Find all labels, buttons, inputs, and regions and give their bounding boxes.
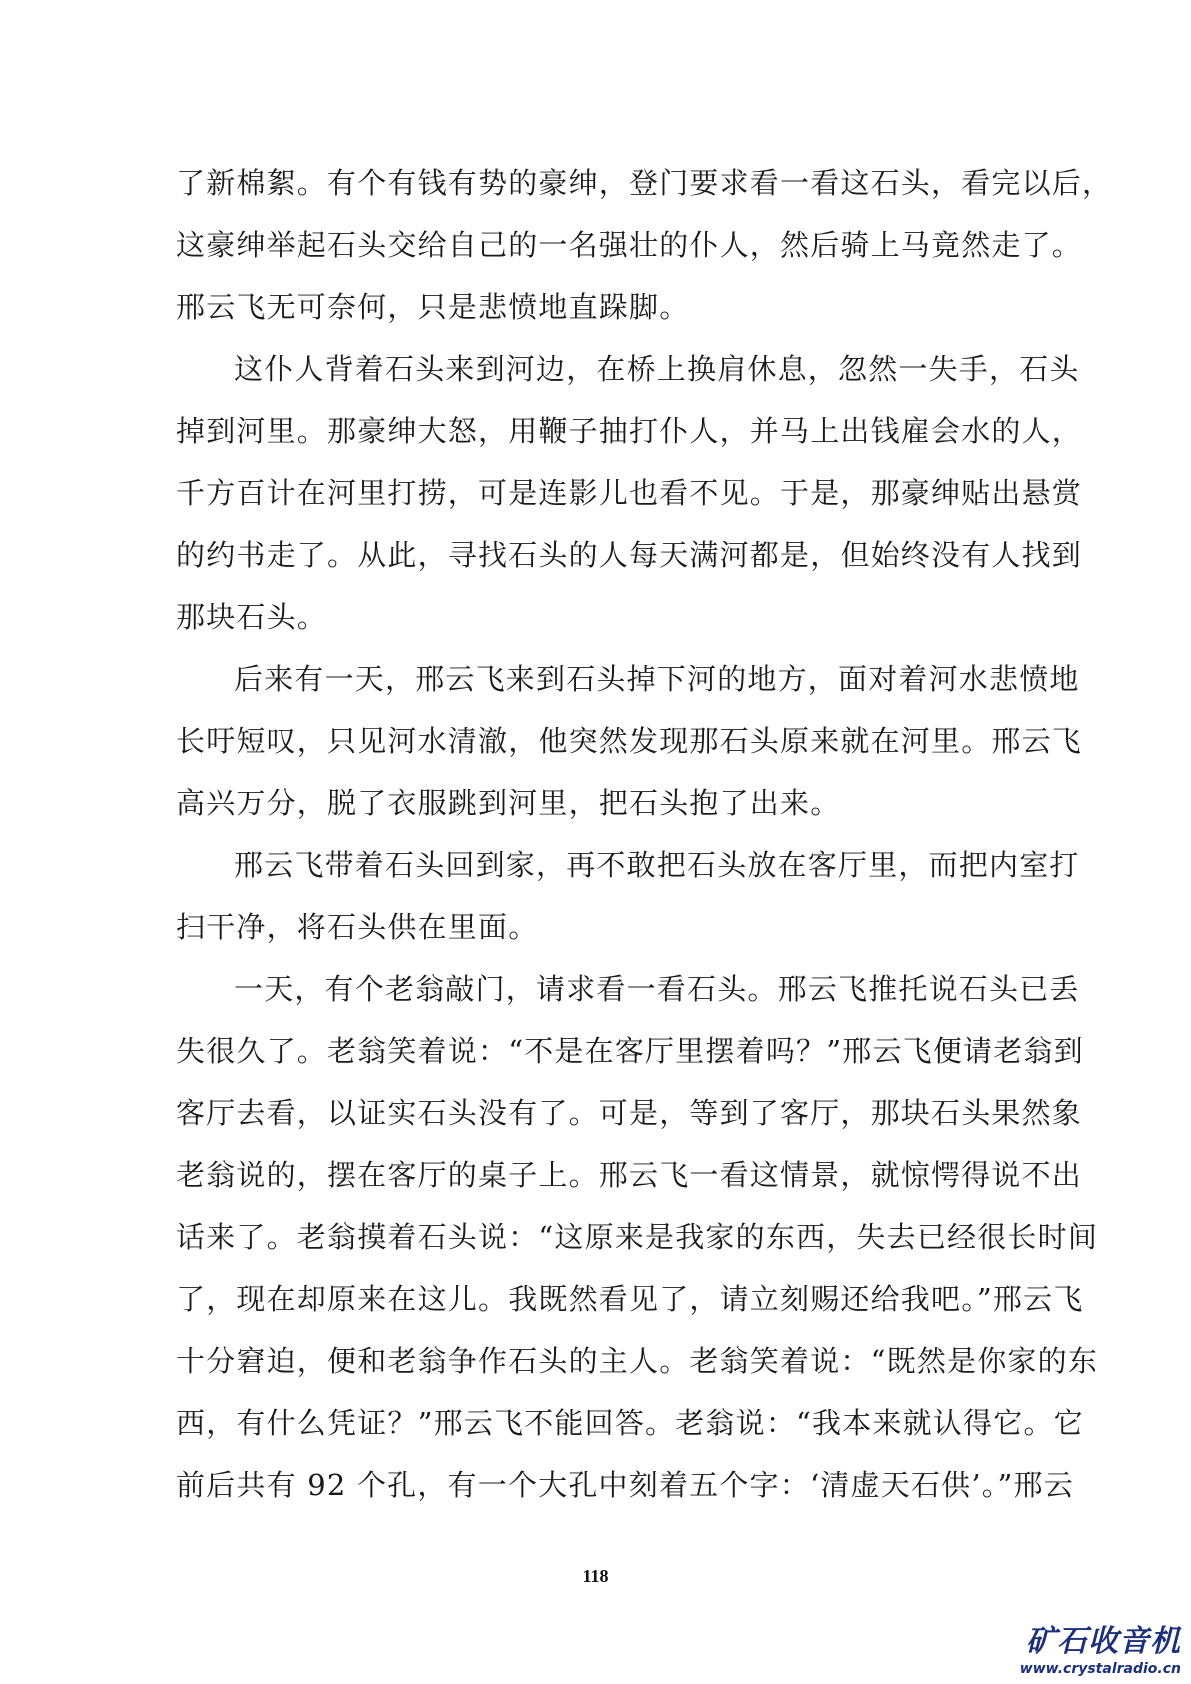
text-line: 客厅去看，以证实石头没有了。可是，等到了客厅，那块石头果然象 [176, 1096, 1083, 1130]
body-text [176, 152, 1113, 1516]
text-line: 那块石头。 [176, 600, 328, 634]
text-line: 前后共有 92 个孔，有一个大孔中刻着五个字：‘清虚天石供’。”邢云 [176, 1468, 1074, 1502]
text-line: 掉到河里。那豪绅大怒，用鞭子抽打仆人，并马上出钱雇会水的人， [176, 414, 1083, 448]
text-line: 十分窘迫，便和老翁争作石头的主人。老翁笑着说：“既然是你家的东 [176, 1344, 1099, 1378]
text-line: 失很久了。老翁笑着说：“不是在客厅里摆着吗？”邢云飞便请老翁到 [176, 1034, 1084, 1068]
text-line: 一天，有个老翁敲门，请求看一看石头。邢云飞推托说石头已丢 [234, 972, 1080, 1006]
text-line: 这仆人背着石头来到河边，在桥上换肩休息，忽然一失手，石头 [234, 352, 1080, 386]
watermark-logo [981, 1624, 1181, 1678]
text-line: 了新棉絮。有个有钱有势的豪绅，登门要求看一看这石头，看完以后， [176, 166, 1113, 200]
text-line: 话来了。老翁摸着石头说：“这原来是我家的东西，失去已经很长时间 [176, 1220, 1099, 1254]
text-line: 千方百计在河里打捞，可是连影儿也看不见。于是，那豪绅贴出悬赏 [176, 476, 1083, 510]
text-line: 了，现在却原来在这儿。我既然看见了，请立刻赐还给我吧。”邢云飞 [176, 1282, 1084, 1316]
text-line: 高兴万分，脱了衣服跳到河里，把石头抱了出来。 [176, 786, 841, 820]
text-line: 这豪绅举起石头交给自己的一名强壮的仆人，然后骑上马竟然走了。 [176, 228, 1083, 262]
watermark-title: 矿石收音机 [1026, 1624, 1181, 1659]
text-line: 长吁短叹，只见河水清澈，他突然发现那石头原来就在河里。邢云飞 [176, 724, 1083, 758]
text-line: 的约书走了。从此，寻找石头的人每天满河都是，但始终没有人找到 [176, 538, 1083, 572]
text-line: 邢云飞无可奈何，只是悲愤地直跺脚。 [176, 290, 690, 324]
text-line: 西，有什么凭证？”邢云飞不能回答。老翁说：“我本来就认得它。它 [176, 1406, 1084, 1440]
page-number: 118 [582, 1566, 609, 1586]
watermark-url: www.crystalradio.cn [1019, 1661, 1181, 1677]
text-line: 邢云飞带着石头回到家，再不敢把石头放在客厅里，而把内室打 [234, 848, 1080, 882]
text-line: 扫干净，将石头供在里面。 [176, 910, 539, 944]
text-line: 老翁说的，摆在客厅的桌子上。邢云飞一看这情景，就惊愕得说不出 [176, 1158, 1083, 1192]
text-line: 后来有一天，邢云飞来到石头掉下河的地方，面对着河水悲愤地 [234, 662, 1080, 696]
